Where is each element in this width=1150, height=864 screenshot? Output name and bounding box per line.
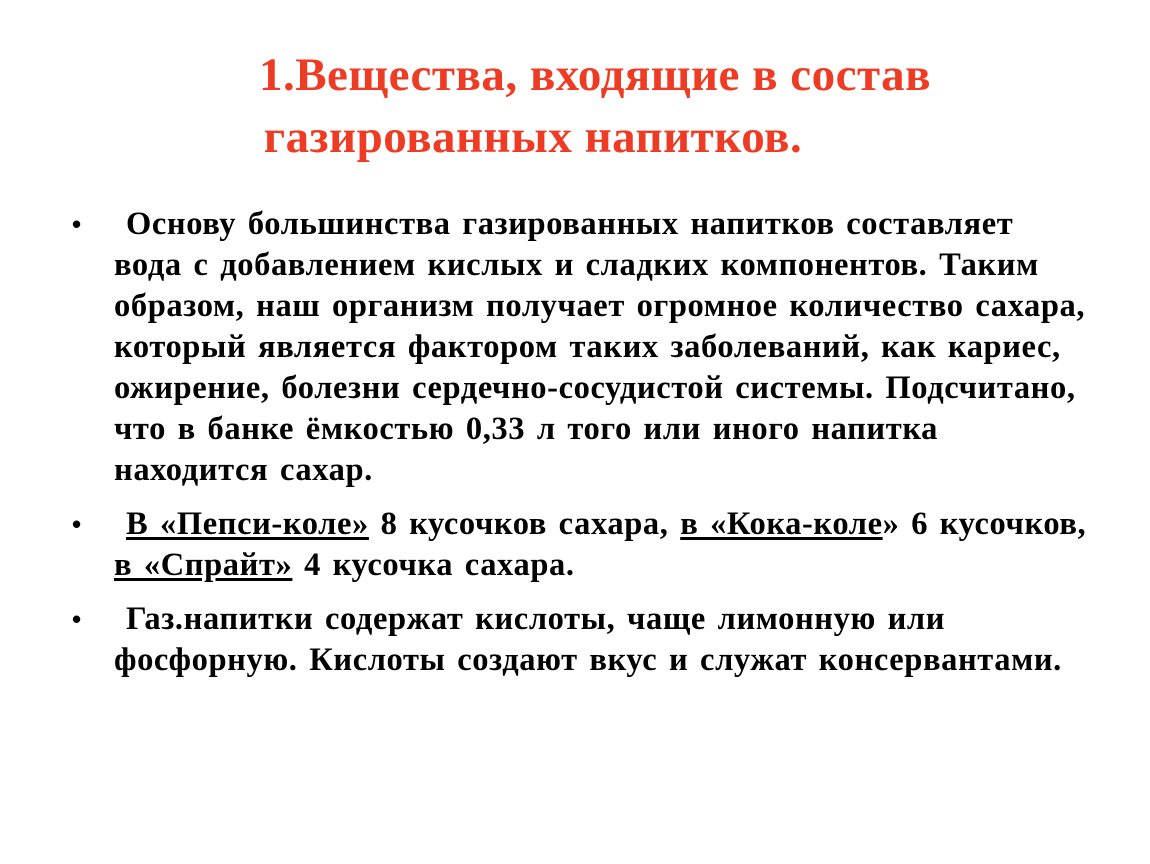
bullet-dot-icon: • [72,509,82,539]
bullet-item-acids [72,599,1092,681]
bullet-text: Основу большинства газированных напитков составляет вода с добавлением кислых и сладких компонентов. Таким образом, наш организм получает огромное количество сахара, который является фактором таких заболеваний, как кариес, ожирение, болезни сердечно-сосудистой системы. Подсчитано, что в банке ёмкостью 0,33 л того или иного напитка находится сахар. [114,206,1086,488]
sprite-text: 4 кусочка сахара. [292,547,575,583]
slide-title-line-1: 1.Вещества, входящие в состав [258,49,932,101]
pepsi-label: В «Пепси-коле» [126,506,369,542]
slide-title-line-2: газированных напитков. [263,111,803,163]
coke-quote: » [882,506,900,542]
slide-title [0,44,1150,168]
coke-text: 6 кусочков, [899,506,1087,542]
bullet-dot-icon: • [72,209,82,239]
pepsi-text: 8 кусочков сахара, [368,506,681,542]
bullet-item-sugar-basis [72,204,1092,491]
bullet-item-sugar-cubes [72,504,1092,586]
bullet-text: Газ.напитки содержат кислоты, чаще лимонную или фосфорную. Кислоты создают вкус и служат консервантами. [114,601,1062,678]
bullet-list [72,204,1092,694]
coke-label: в «Кока-коле [680,506,883,542]
bullet-dot-icon: • [72,604,82,634]
sprite-label: в «Спрайт» [114,547,293,583]
